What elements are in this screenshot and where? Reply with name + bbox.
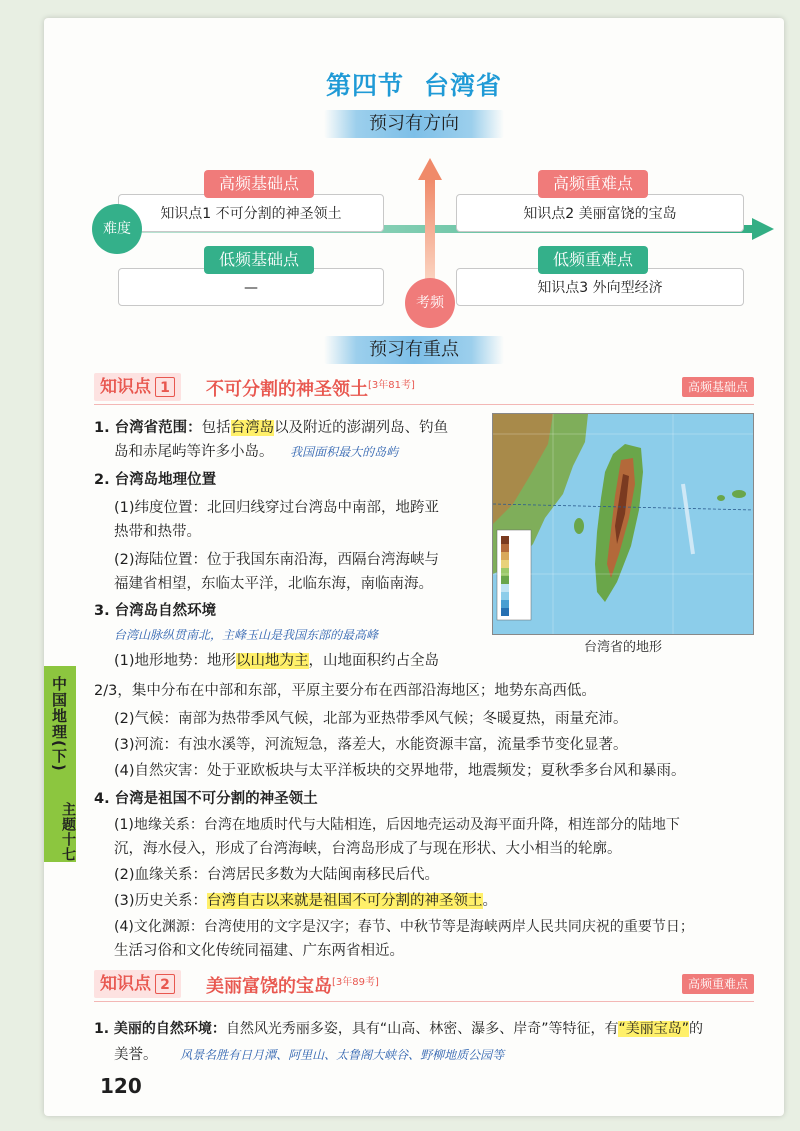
kp2-title: 美丽富饶的宝岛[3年89考]: [206, 976, 379, 997]
handwritten-note-scenic-spots: 风景名胜有日月潭、阿里山、太鲁阁大峡谷、野柳地质公园等: [180, 1048, 505, 1062]
s3-heading: 3. 台湾岛自然环境: [94, 603, 217, 619]
tag-high-freq-basic: 高频基础点: [204, 170, 314, 198]
kp1-title: 不可分割的神圣领土[3年81考]: [206, 379, 415, 400]
s4-line-1b: 沉，海水侵入，形成了台湾海峡，台湾岛形成了与现在形状、大小相当的轮廓。: [114, 841, 622, 857]
s3-line-3: (3)河流：有浊水溪等，河流短急，落差大，水能资源丰富，流量季节变化显著。: [114, 737, 628, 753]
s4-line-4a: (4)文化渊源：台湾使用的文字是汉字；春节、中秋节等是海峡两岸人民共同庆祝的重要节日；: [114, 919, 694, 935]
kp1-label: 知识点 1: [94, 373, 181, 401]
tag-low-freq-difficult: 低频重难点: [538, 246, 648, 274]
side-tab-topic: 主题十七: [60, 802, 76, 862]
diagram-box-bottom-right: 知识点3 外向型经济: [456, 268, 744, 306]
s2-line-2a: (2)海陆位置：位于我国东南沿海，西隔台湾海峡与: [114, 552, 440, 568]
s4-line-3: (3)历史关系：台湾自古以来就是祖国不可分割的神圣领土。: [114, 893, 498, 909]
s2-line-1b: 热带和热带。: [114, 524, 201, 540]
s3-line-2: (2)气候：南部为热带季风气候，北部为亚热带季风气候；冬暖夏热，雨量充沛。: [114, 711, 628, 727]
map-graphic: [493, 414, 754, 635]
s4-line-1a: (1)地缘关系：台湾在地质时代与大陆相连，后因地壳运动及海平面升降，相连部分的陆地下: [114, 817, 680, 833]
map-caption: 台湾省的地形: [583, 640, 662, 655]
s4-line-2: (2)血缘关系：台湾居民多数为大陆闽南移民后代。: [114, 867, 440, 883]
banner-preview-direction: 预习有方向: [324, 110, 504, 138]
handwritten-note-largest-island: 我国面积最大的岛屿: [290, 445, 399, 459]
s4-line-4b: 生活习俗和文化传统同福建、广东两省相近。: [114, 943, 404, 959]
s2-line-2b: 福建省相望，东临太平洋，北临东海，南临南海。: [114, 576, 433, 592]
diagram-box-bottom-left: —: [118, 268, 384, 306]
s2-heading: 2. 台湾岛地理位置: [94, 472, 217, 488]
k2-line-1: 1. 美丽的自然环境：自然风光秀丽多姿，具有“山高、林密、瀑多、岸奇”等特征，有“美丽宝岛”的: [94, 1021, 703, 1037]
banner-preview-focus: 预习有重点: [324, 336, 504, 364]
s3-line-4: (4)自然灾害：处于亚欧板块与太平洋板块的交界地带，地震频发；夏秋季多台风和暴雨。: [114, 763, 686, 779]
s4-heading: 4. 台湾是祖国不可分割的神圣领土: [94, 791, 318, 807]
knowledge-point-2-header: [94, 968, 754, 1002]
diagram-box-top-left: 知识点1 不可分割的神圣领土: [118, 194, 384, 232]
page-number: 120: [100, 1074, 142, 1098]
kp1-badge: 高频基础点: [682, 377, 754, 397]
s3-line-1a: (1)地形地势：地形以山地为主，山地面积约占全岛: [114, 653, 440, 669]
taiwan-topographic-map: [492, 413, 754, 635]
kp2-badge: 高频重难点: [682, 974, 754, 994]
knowledge-point-1-header: [94, 371, 754, 405]
tag-low-freq-basic: 低频基础点: [204, 246, 314, 274]
side-tab-chapter: 中国地理(下): [44, 666, 76, 862]
difficulty-axis-label: 难度: [92, 204, 142, 254]
handwritten-note-mountains: 台湾山脉纵贯南北，主峰玉山是我国东部的最高峰: [114, 628, 379, 642]
s1-line-1: 1. 台湾省范围：包括台湾岛以及附近的澎湖列岛、钓鱼: [94, 420, 449, 436]
s3-line-1c: 2/3，集中分布在中部和东部，平原主要分布在西部沿海地区；地势东高西低。: [94, 683, 596, 699]
k2-line-2: 美誉。 风景名胜有日月潭、阿里山、太鲁阁大峡谷、野柳地质公园等: [114, 1047, 505, 1063]
diagram-box-top-right: 知识点2 美丽富饶的宝岛: [456, 194, 744, 232]
s2-line-1a: (1)纬度位置：北回归线穿过台湾岛中南部，地跨亚: [114, 500, 440, 516]
tag-high-freq-difficult: 高频重难点: [538, 170, 648, 198]
s1-line-2: 岛和赤尾屿等许多小岛。 我国面积最大的岛屿: [114, 444, 399, 460]
frequency-axis-label: 考频: [405, 278, 455, 328]
kp2-label: 知识点 2: [94, 970, 181, 998]
frequency-difficulty-diagram: [44, 148, 784, 318]
textbook-page: [44, 18, 784, 1116]
page-title: 第四节 台湾省: [325, 71, 503, 100]
